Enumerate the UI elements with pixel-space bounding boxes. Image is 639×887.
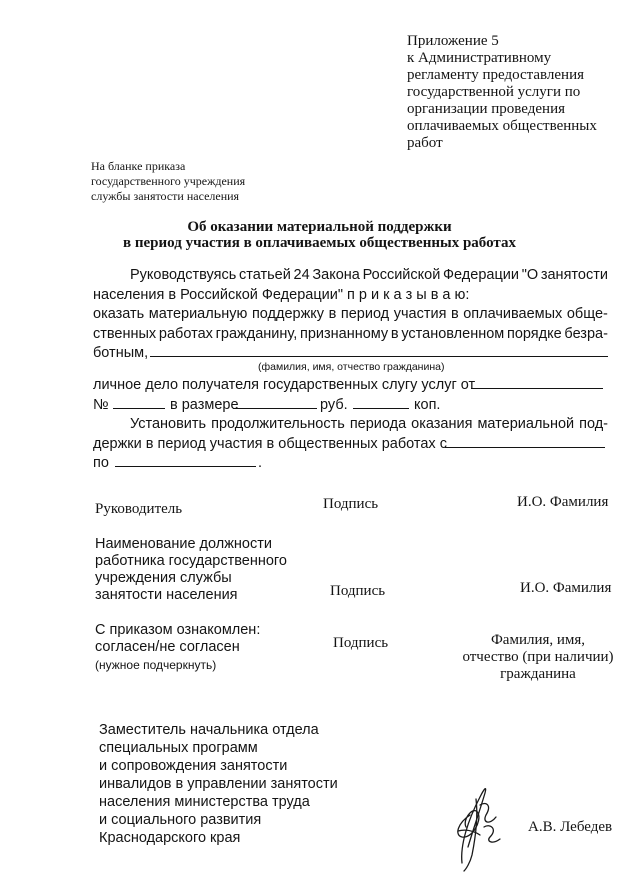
acquainted-signature-label: Подпись: [333, 635, 389, 651]
period-end: .: [258, 455, 263, 471]
body-line: населения в Российской Федерации" п р и к а з ы в а ю:: [93, 287, 470, 303]
number-blank[interactable]: [113, 408, 165, 409]
kop-label: коп.: [414, 397, 441, 413]
document-title-line-2: в период участия в оплачиваемых общественных работах: [123, 235, 516, 251]
acquainted-name-line: отчество (при наличии): [462, 649, 614, 665]
end-date-blank[interactable]: [115, 466, 256, 467]
kopecks-blank[interactable]: [353, 408, 409, 409]
head-signature-label: Подпись: [323, 496, 379, 512]
letterhead-line: На бланке приказа: [91, 159, 186, 173]
handwritten-signature: [440, 775, 510, 875]
annex-line: Приложение 5: [407, 33, 499, 49]
rubles-blank[interactable]: [233, 408, 317, 409]
annex-line: к Административному: [407, 50, 552, 66]
agree-disagree-line[interactable]: согласен/не согласен: [95, 639, 240, 655]
annex-line: регламенту предоставления: [407, 67, 585, 83]
annex-line: оплачиваемых общественных: [407, 118, 597, 134]
head-name: И.О. Фамилия: [517, 494, 609, 510]
body-line: ственных работах гражданину, признанному в установленном порядке безра-: [93, 326, 608, 342]
fio-caption: (фамилия, имя, отчество гражданина): [258, 361, 445, 373]
body-line: ботным,: [93, 345, 149, 361]
annex-line: организации проведения: [407, 101, 566, 117]
letterhead-line: службы занятости населения: [91, 189, 240, 203]
body-line: Установить продолжительность периода оказания материальной под-: [130, 416, 608, 432]
employee-role-line: Наименование должности: [95, 536, 272, 552]
employee-role-line: работника государственного: [95, 553, 287, 569]
annex-line: государственной услуги по: [407, 84, 581, 100]
number-sign: №: [93, 397, 109, 413]
approver-line: Краснодарского края: [99, 830, 241, 846]
body-line: держки в период участия в общественных работах с: [93, 436, 447, 452]
employee-name: И.О. Фамилия: [520, 580, 612, 596]
approver-line: населения министерства труда: [99, 794, 310, 810]
approver-line: специальных программ: [99, 740, 258, 756]
approver-line: и социального развития: [99, 812, 262, 828]
personal-file-text: личное дело получателя государственных слугу услуг от: [93, 377, 476, 393]
body-line: Руководствуясь статьей 24 Закона Российской Федерации "О занятости: [130, 267, 608, 283]
underline-note: (нужное подчеркнуть): [95, 658, 217, 672]
letterhead-line: государственного учреждения: [91, 174, 246, 188]
employee-signature-label: Подпись: [330, 583, 386, 599]
approver-line: и сопровождения занятости: [99, 758, 288, 774]
body-line: по: [93, 455, 109, 471]
body-line: оказать материальную поддержку в период участия в оплачиваемых обще-: [93, 306, 608, 322]
approver-line: Заместитель начальника отдела: [99, 722, 319, 738]
date-blank[interactable]: [471, 388, 603, 389]
employee-role-line: учреждения службы: [95, 570, 232, 586]
fio-blank[interactable]: [150, 356, 608, 357]
annex-line: работ: [407, 135, 443, 151]
document-title-line-1: Об оказании материальной поддержки: [187, 219, 452, 235]
employee-role-line: занятости населения: [95, 587, 238, 603]
acquainted-line: С приказом ознакомлен:: [95, 622, 261, 638]
acquainted-name-line: гражданина: [500, 666, 576, 682]
approver-name: А.В. Лебедев: [528, 819, 613, 835]
rub-label: руб.: [320, 397, 348, 413]
acquainted-name-line: Фамилия, имя,: [490, 632, 586, 648]
approver-line: инвалидов в управлении занятости: [99, 776, 338, 792]
start-date-blank[interactable]: [445, 447, 605, 448]
amount-label: в размере: [170, 397, 239, 413]
head-role: Руководитель: [95, 501, 183, 517]
